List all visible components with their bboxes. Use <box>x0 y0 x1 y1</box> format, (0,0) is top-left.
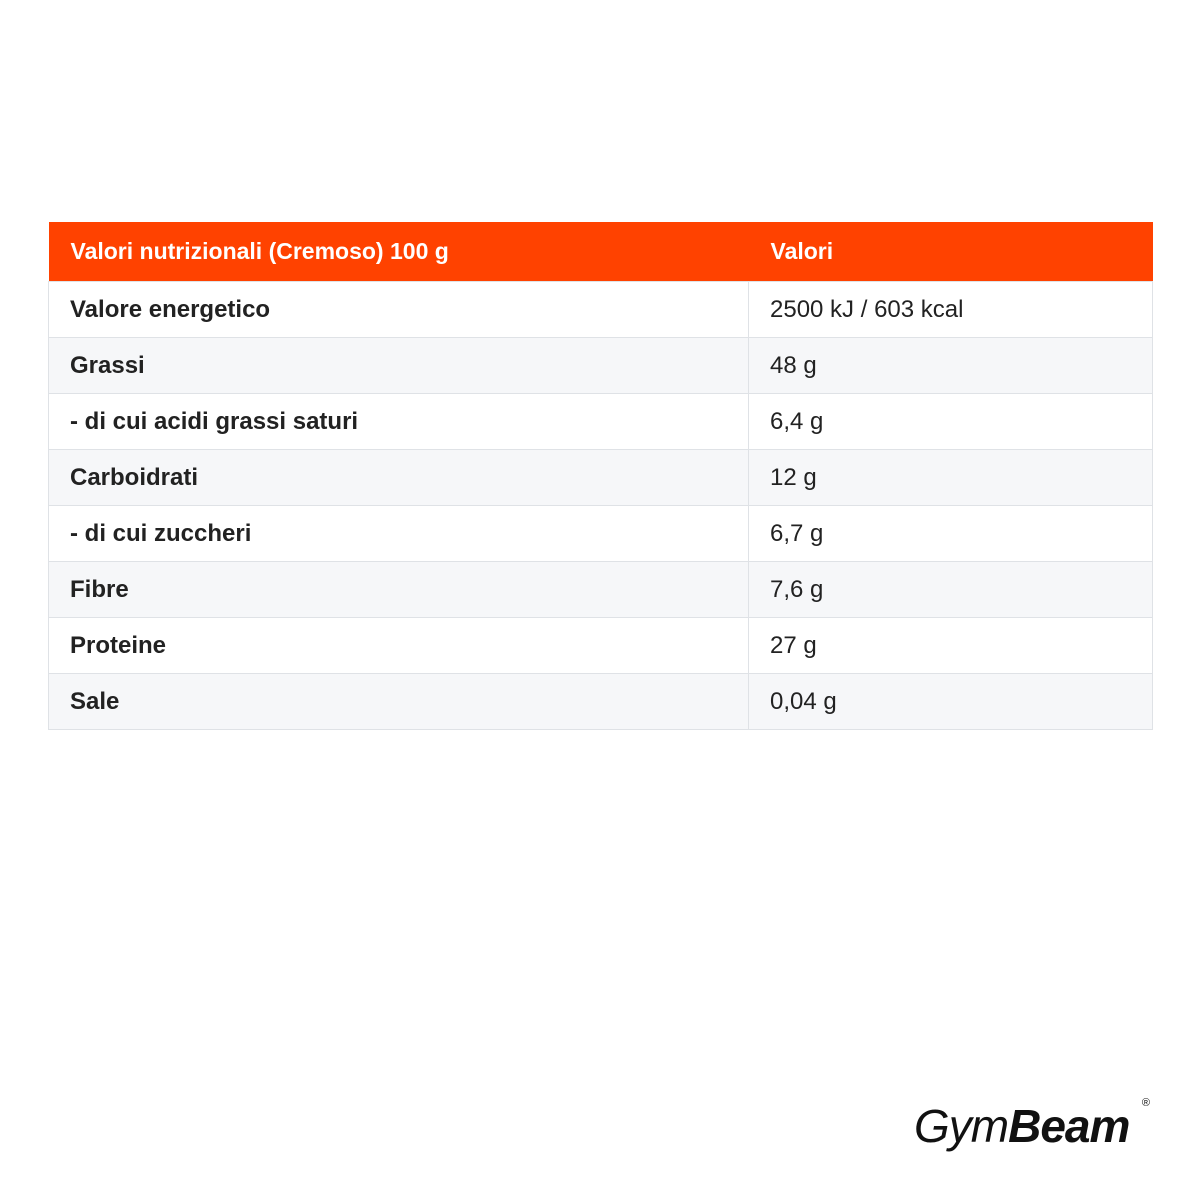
nutrient-value: 6,7 g <box>749 506 1153 562</box>
nutrient-value: 7,6 g <box>749 562 1153 618</box>
table-row <box>49 618 1153 674</box>
table-header <box>49 222 1153 282</box>
nutrient-label: Proteine <box>49 618 749 674</box>
nutrient-label: - di cui zuccheri <box>49 506 749 562</box>
nutrient-label: Sale <box>49 674 749 730</box>
table-row <box>49 506 1153 562</box>
nutrition-table <box>48 222 1153 730</box>
nutrient-label: Carboidrati <box>49 450 749 506</box>
table-row <box>49 282 1153 338</box>
header-row <box>49 222 1153 282</box>
brand-logo-part-gym: Gym <box>914 1100 1009 1152</box>
nutrient-value: 12 g <box>749 450 1153 506</box>
table-body <box>49 282 1153 730</box>
nutrient-value: 2500 kJ / 603 kcal <box>749 282 1153 338</box>
nutrient-value: 0,04 g <box>749 674 1153 730</box>
nutrient-label: Valore energetico <box>49 282 749 338</box>
nutrient-label: Grassi <box>49 338 749 394</box>
header-value: Valori <box>749 222 1153 282</box>
nutrient-value: 27 g <box>749 618 1153 674</box>
table-row <box>49 394 1153 450</box>
table-row <box>49 562 1153 618</box>
nutrient-value: 48 g <box>749 338 1153 394</box>
nutrient-label: Fibre <box>49 562 749 618</box>
table-row <box>49 338 1153 394</box>
nutrient-value: 6,4 g <box>749 394 1153 450</box>
nutrient-label: - di cui acidi grassi saturi <box>49 394 749 450</box>
table-row <box>49 674 1153 730</box>
table-row <box>49 450 1153 506</box>
brand-logo <box>914 1096 1154 1156</box>
header-nutrient: Valori nutrizionali (Cremoso) 100 g <box>49 222 749 282</box>
brand-logo-part-beam: Beam <box>1008 1100 1130 1152</box>
registered-mark: ® <box>1141 1097 1150 1109</box>
